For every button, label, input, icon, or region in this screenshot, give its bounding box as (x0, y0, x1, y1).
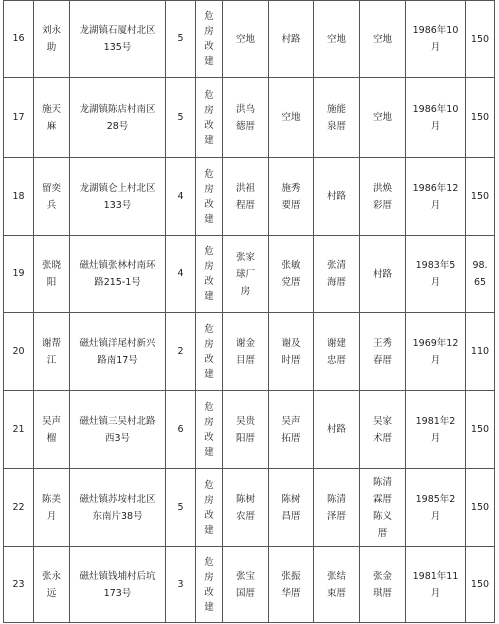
construction-type-char: 改 (204, 586, 214, 598)
west-boundary-cell-text: 空地 (326, 33, 346, 45)
household-size-cell-text: 3 (177, 578, 184, 590)
construction-type-char: 房 (204, 261, 214, 272)
west-boundary-cell-text: 张结束厝 (326, 570, 346, 599)
area-cell-text: 150 (470, 424, 490, 435)
construction-type-cell (196, 547, 223, 623)
east-boundary-cell-text: 洪乌德厝 (235, 103, 255, 132)
owner-name-cell-text: 张永远 (41, 570, 61, 599)
north-boundary-cell-text: 吴家术厝 (372, 415, 392, 444)
south-boundary-cell-text: 张振华厝 (281, 570, 301, 599)
south-boundary-cell (269, 469, 314, 547)
address-cell-text: 龙湖镇石厦村北区135号 (79, 25, 156, 53)
south-boundary-cell (269, 547, 314, 623)
household-size-cell-text: 6 (177, 423, 184, 435)
address-cell (70, 547, 166, 623)
row-number-cell (4, 469, 34, 547)
area-cell (466, 547, 495, 623)
construction-type-cell (196, 158, 223, 236)
date-cell (406, 313, 466, 391)
area-cell (466, 158, 495, 236)
household-size-cell (166, 391, 196, 469)
north-boundary-cell (360, 236, 406, 313)
construction-type-char: 改 (204, 353, 214, 365)
construction-type-char: 改 (204, 509, 214, 521)
area-cell (466, 469, 495, 547)
east-boundary-cell (223, 158, 269, 236)
construction-type-char: 房 (204, 494, 214, 506)
row-number-cell (4, 313, 34, 391)
construction-type-char: 建 (204, 601, 214, 613)
address-cell (70, 391, 166, 469)
construction-type-char: 改 (204, 41, 214, 52)
west-boundary-cell-text: 张清海厝 (326, 260, 346, 288)
north-boundary-cell-text: 张金琪厝 (372, 570, 392, 599)
household-size-cell (166, 78, 196, 158)
west-boundary-cell (314, 547, 360, 623)
west-boundary-cell-text: 施能泉厝 (326, 103, 346, 132)
east-boundary-cell (223, 78, 269, 158)
owner-name-cell (34, 313, 70, 391)
area-cell (466, 1, 495, 78)
west-boundary-cell (314, 391, 360, 469)
row-number-cell-text: 22 (12, 501, 25, 513)
owner-name-cell (34, 1, 70, 78)
row-number-cell-text: 19 (12, 268, 25, 279)
date-cell-text: 1981年11月 (412, 570, 459, 599)
north-boundary-cell-text: 村路 (372, 268, 392, 280)
date-cell (406, 78, 466, 158)
west-boundary-cell (314, 1, 360, 78)
construction-type-char: 危 (204, 89, 214, 101)
household-size-cell (166, 547, 196, 623)
west-boundary-cell (314, 236, 360, 313)
south-boundary-cell (269, 158, 314, 236)
construction-type-char: 危 (204, 479, 214, 491)
address-cell-text: 磁灶镇张林村南环路215-1号 (79, 260, 156, 288)
address-cell-text: 磁灶镇钱埔村后坑173号 (79, 570, 156, 599)
row-number-cell-text: 16 (12, 33, 25, 44)
household-size-cell-text: 2 (177, 345, 184, 357)
owner-name-cell-text: 吴声榴 (41, 415, 61, 444)
area-cell-text: 110 (470, 346, 490, 357)
table-row (4, 1, 495, 78)
date-cell-text: 1983年5月 (415, 260, 456, 288)
construction-type-char: 危 (204, 556, 214, 568)
north-boundary-cell-text: 洪焕彩厝 (372, 182, 392, 211)
south-boundary-cell (269, 236, 314, 313)
owner-name-cell (34, 391, 70, 469)
north-boundary-cell (360, 313, 406, 391)
construction-type-char: 改 (204, 431, 214, 443)
owner-name-cell-text: 刘永助 (41, 25, 61, 53)
east-boundary-cell-text: 空地 (235, 33, 255, 45)
construction-type-char: 房 (204, 338, 214, 350)
south-boundary-cell-text: 村路 (281, 33, 301, 45)
construction-type-char: 危 (204, 11, 214, 22)
area-cell-text: 150 (470, 579, 490, 590)
household-size-cell-text: 4 (177, 268, 184, 279)
construction-type-char: 改 (204, 198, 214, 210)
area-cell-text: 98.65 (472, 260, 488, 288)
construction-type-char: 房 (204, 26, 214, 37)
east-boundary-cell (223, 391, 269, 469)
west-boundary-cell-text: 谢建忠厝 (326, 337, 346, 366)
date-cell (406, 469, 466, 547)
east-boundary-cell-text: 张家球厂房 (235, 251, 255, 297)
address-cell (70, 158, 166, 236)
row-number-cell-text: 21 (12, 423, 25, 435)
date-cell-text: 1986年10月 (412, 103, 459, 132)
address-cell (70, 236, 166, 313)
construction-type-char: 房 (204, 416, 214, 428)
north-boundary-cell (360, 469, 406, 547)
owner-name-cell (34, 469, 70, 547)
row-number-cell (4, 158, 34, 236)
construction-type-char: 危 (204, 401, 214, 413)
construction-type-cell (196, 391, 223, 469)
area-cell (466, 313, 495, 391)
south-boundary-cell-text: 谢及时厝 (281, 337, 301, 366)
address-cell (70, 1, 166, 78)
south-boundary-cell-text: 陈树昌厝 (281, 493, 301, 522)
address-cell-text: 龙湖镇陈店村南区28号 (79, 103, 156, 132)
row-number-cell (4, 236, 34, 313)
east-boundary-cell-text: 洪祖程厝 (235, 182, 255, 211)
west-boundary-cell (314, 158, 360, 236)
row-number-cell (4, 1, 34, 78)
south-boundary-cell-text: 施秀要厝 (281, 182, 301, 211)
construction-type-cell (196, 1, 223, 78)
construction-type-char: 建 (204, 368, 214, 380)
date-cell (406, 158, 466, 236)
household-size-cell-text: 5 (177, 33, 184, 44)
south-boundary-cell (269, 391, 314, 469)
area-cell-text: 150 (470, 502, 490, 513)
date-cell-text: 1981年2月 (415, 415, 456, 444)
east-boundary-cell (223, 1, 269, 78)
household-size-cell (166, 1, 196, 78)
north-boundary-cell (360, 391, 406, 469)
owner-name-cell-text: 施天麻 (41, 103, 61, 132)
construction-type-char: 危 (204, 168, 214, 180)
north-boundary-cell (360, 78, 406, 158)
table-row (4, 158, 495, 236)
east-boundary-cell-text: 谢金目厝 (235, 337, 255, 366)
date-cell-text: 1986年12月 (412, 182, 459, 211)
date-cell (406, 547, 466, 623)
household-size-cell (166, 469, 196, 547)
west-boundary-cell-text: 陈清泽厝 (326, 493, 346, 522)
construction-type-char: 房 (204, 183, 214, 195)
address-cell-text: 磁灶镇洋尾村新兴路南17号 (79, 337, 156, 366)
construction-type-char: 房 (204, 571, 214, 583)
date-cell-text: 1969年12月 (412, 337, 459, 366)
construction-type-char: 建 (204, 56, 214, 67)
table-row (4, 313, 495, 391)
address-cell-text: 磁灶镇苏垵村北区东南片38号 (79, 493, 156, 522)
construction-type-cell (196, 236, 223, 313)
row-number-cell (4, 547, 34, 623)
date-cell (406, 236, 466, 313)
household-size-cell-text: 5 (177, 501, 184, 513)
address-cell-text: 龙湖镇仑上村北区133号 (79, 182, 156, 211)
north-boundary-cell (360, 1, 406, 78)
owner-name-cell (34, 158, 70, 236)
row-number-cell (4, 391, 34, 469)
owner-name-cell-text: 张晓阳 (41, 260, 61, 288)
date-cell-text: 1985年2月 (415, 493, 456, 522)
owner-name-cell-text: 谢帮江 (41, 337, 61, 366)
owner-name-cell (34, 236, 70, 313)
east-boundary-cell (223, 313, 269, 391)
date-cell (406, 391, 466, 469)
construction-type-char: 建 (204, 446, 214, 458)
east-boundary-cell (223, 547, 269, 623)
east-boundary-cell-text: 吴贵阳厝 (235, 415, 255, 444)
construction-type-char: 改 (204, 276, 214, 287)
owner-name-cell (34, 78, 70, 158)
east-boundary-cell (223, 469, 269, 547)
address-cell (70, 78, 166, 158)
south-boundary-cell (269, 1, 314, 78)
row-number-cell-text: 20 (12, 345, 25, 357)
north-boundary-cell-text: 王秀春厝 (372, 337, 392, 366)
construction-type-char: 危 (204, 323, 214, 335)
east-boundary-cell-text: 陈树农厝 (235, 493, 255, 522)
west-boundary-cell-text: 村路 (326, 191, 346, 202)
land-record-table (3, 0, 495, 623)
household-size-cell-text: 4 (177, 190, 184, 202)
construction-type-char: 建 (204, 134, 214, 146)
address-cell-text: 磁灶镇三吴村北路西3号 (79, 415, 156, 444)
area-cell (466, 391, 495, 469)
table-row (4, 78, 495, 158)
south-boundary-cell-text: 吴声拓厝 (281, 415, 301, 444)
construction-type-cell (196, 313, 223, 391)
owner-name-cell (34, 547, 70, 623)
row-number-cell-text: 17 (12, 111, 25, 123)
owner-name-cell-text: 留奕兵 (41, 182, 61, 211)
date-cell-text: 1986年10月 (412, 25, 459, 53)
construction-type-char: 危 (204, 246, 214, 257)
south-boundary-cell (269, 78, 314, 158)
owner-name-cell-text: 陈美月 (41, 493, 61, 522)
area-cell-text: 150 (470, 112, 490, 123)
address-cell (70, 469, 166, 547)
north-boundary-cell-text: 空地 (372, 33, 392, 45)
construction-type-cell (196, 78, 223, 158)
household-size-cell-text: 5 (177, 111, 184, 123)
south-boundary-cell (269, 313, 314, 391)
south-boundary-cell-text: 张敏党厝 (281, 260, 301, 288)
table-body (4, 1, 495, 623)
construction-type-char: 建 (204, 213, 214, 225)
west-boundary-cell (314, 469, 360, 547)
construction-type-char: 改 (204, 119, 214, 131)
household-size-cell (166, 236, 196, 313)
table-row (4, 236, 495, 313)
north-boundary-cell (360, 158, 406, 236)
east-boundary-cell-text: 张宝国厝 (235, 570, 255, 599)
west-boundary-cell-text: 村路 (326, 424, 346, 435)
table-row (4, 469, 495, 547)
date-cell (406, 1, 466, 78)
table-row (4, 547, 495, 623)
row-number-cell-text: 18 (12, 190, 25, 202)
area-cell (466, 78, 495, 158)
east-boundary-cell (223, 236, 269, 313)
row-number-cell-text: 23 (12, 578, 25, 590)
row-number-cell (4, 78, 34, 158)
north-boundary-cell-text: 空地 (372, 112, 392, 123)
west-boundary-cell (314, 78, 360, 158)
area-cell (466, 236, 495, 313)
north-boundary-cell (360, 547, 406, 623)
area-cell-text: 150 (470, 191, 490, 202)
construction-type-cell (196, 469, 223, 547)
household-size-cell (166, 313, 196, 391)
construction-type-char: 建 (204, 291, 214, 302)
construction-type-char: 建 (204, 524, 214, 536)
north-boundary-cell-text: 陈清霖厝陈义厝 (372, 476, 392, 539)
area-cell-text: 150 (470, 33, 490, 45)
table-row (4, 391, 495, 469)
household-size-cell (166, 158, 196, 236)
construction-type-char: 房 (204, 104, 214, 116)
west-boundary-cell (314, 313, 360, 391)
address-cell (70, 313, 166, 391)
south-boundary-cell-text: 空地 (281, 112, 301, 123)
